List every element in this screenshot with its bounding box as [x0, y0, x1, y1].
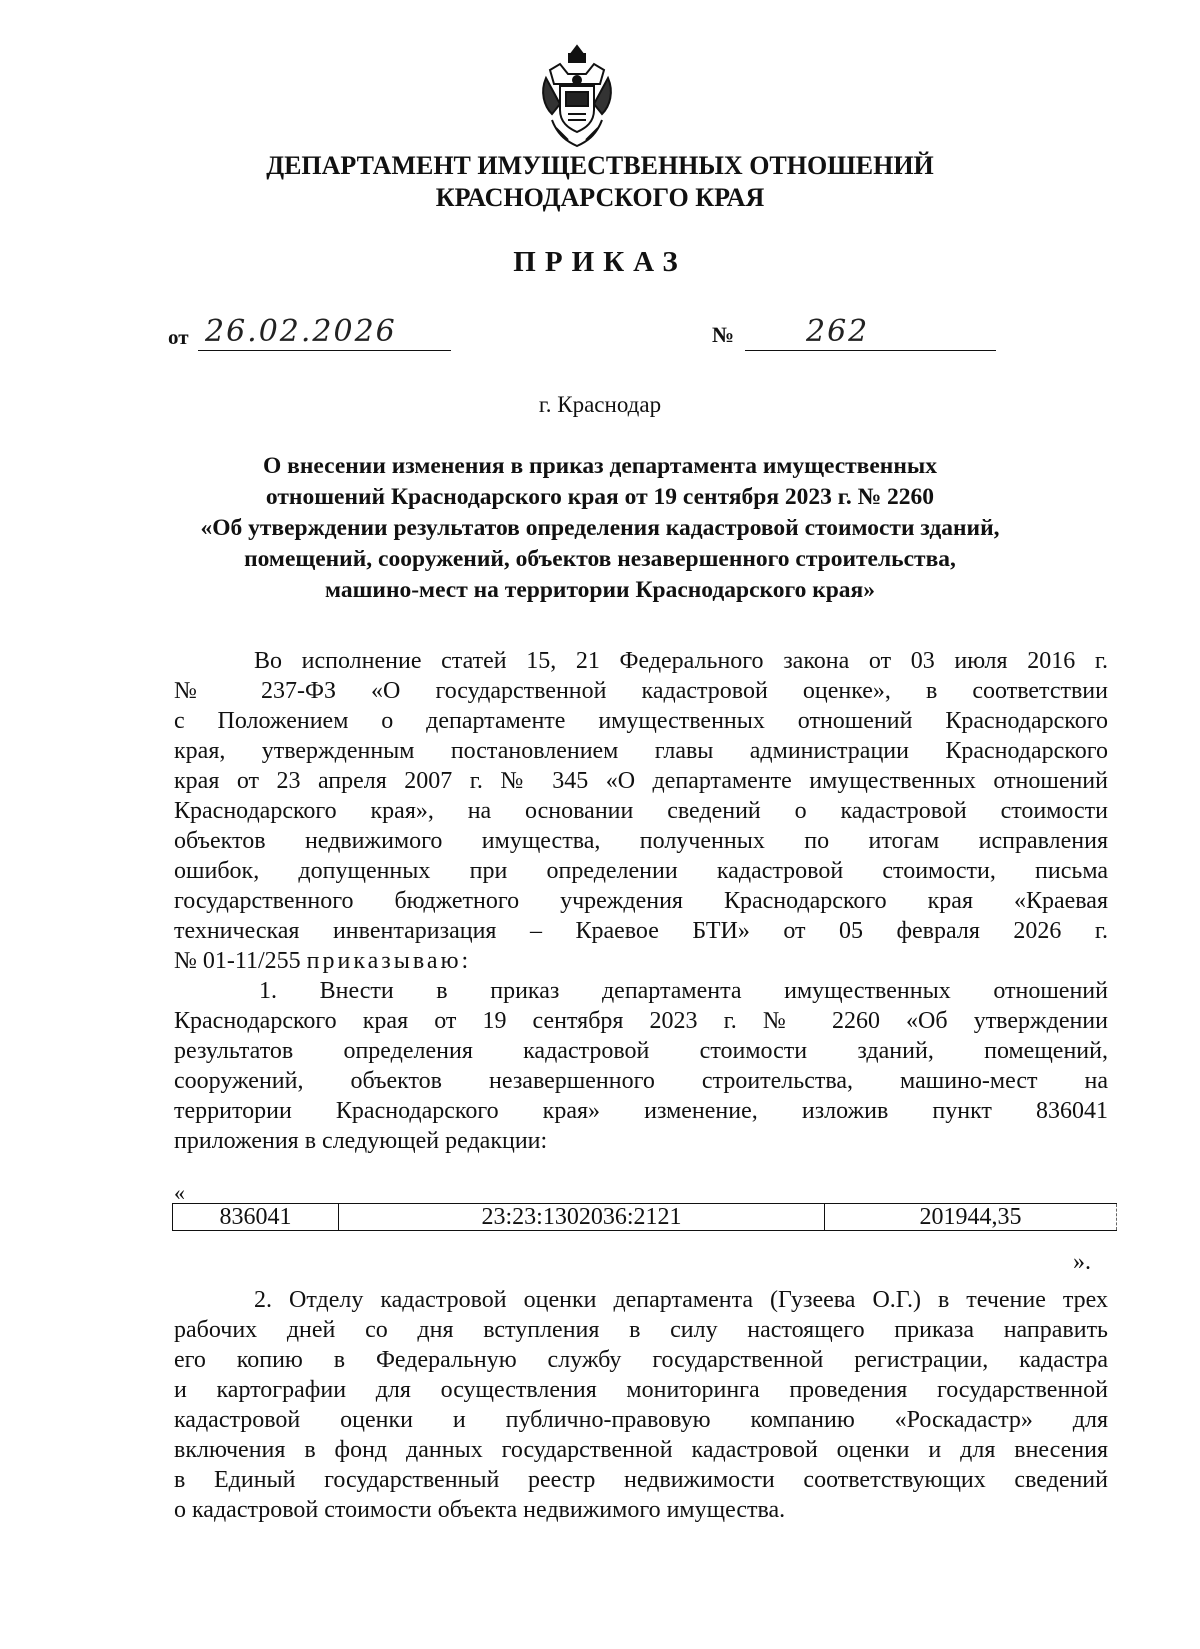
cadastral-number-cell: 23:23:1302036:2121	[339, 1204, 825, 1231]
order-word: приказываю:	[306, 948, 472, 974]
city-name: г. Краснодар	[538, 392, 662, 417]
subject-line: отношений Краснодарского края от 19 сентября 2023 г. № 2260	[265, 484, 935, 510]
item1-line: результатов определения кадастровой стоимости зданий, помещений,	[174, 1038, 1108, 1064]
cadastral-value-cell: 201944,35	[825, 1204, 1117, 1231]
item1-line: сооружений, объектов незавершенного строительства, машино-мест на	[174, 1068, 1108, 1094]
subject-line: О внесении изменения в приказ департамента имущественных	[263, 453, 937, 479]
preamble-line: с Положением о департаменте имущественных отношений Краснодарского	[174, 708, 1108, 734]
handwritten-number: 262	[806, 314, 870, 349]
preamble-line: объектов недвижимого имущества, полученных по итогам исправления	[174, 828, 1108, 854]
date-underline	[198, 350, 451, 351]
date-from-label: от	[168, 325, 189, 349]
amendment-table	[172, 1203, 1117, 1231]
item2-line: и картографии для осуществления мониторинга проведения государственной	[174, 1377, 1108, 1403]
subject-line: машино-мест на территории Краснодарского края»	[324, 577, 876, 603]
handwritten-date: 26.02.2026	[205, 314, 397, 349]
amendment-close-quote: ».	[1073, 1249, 1091, 1275]
preamble-line: края от 23 апреля 2007 г. № 345 «О департаменте имущественных отношений	[174, 768, 1108, 794]
department-name-line1: ДЕПАРТАМЕНТ ИМУЩЕСТВЕННЫХ ОТНОШЕНИЙ	[266, 151, 934, 180]
item-number-cell: 836041	[173, 1204, 339, 1231]
amendment-open-quote: «	[174, 1180, 185, 1205]
preamble-line: техническая инвентаризация – Краевое БТИ» от 05 февраля 2026 г.	[174, 918, 1108, 944]
preamble-line: ошибок, допущенных при определении кадастровой стоимости, письма	[174, 858, 1108, 884]
number-underline	[745, 350, 996, 351]
department-name-line2: КРАСНОДАРСКОГО КРАЯ	[435, 183, 765, 212]
item2-line: кадастровой оценки и публично-правовую компанию «Роскадастр» для	[174, 1407, 1108, 1433]
document-type-title: ПРИКАЗ	[513, 246, 687, 278]
subject-line: помещений, сооружений, объектов незавершенного строительства,	[244, 546, 956, 572]
preamble-line: № 237-ФЗ «О государственной кадастровой оценке», в соответствии	[174, 678, 1108, 704]
preamble-last-line	[174, 946, 1108, 976]
letter-reference: № 01-11/255	[174, 948, 301, 974]
item2-line: рабочих дней со дня вступления в силу настоящего приказа направить	[174, 1317, 1108, 1343]
item1-line: территории Краснодарского края» изменение, изложив пункт 836041	[174, 1098, 1108, 1124]
table-row	[173, 1204, 1117, 1231]
item2-line: 2. Отделу кадастровой оценки департамента (Гузеева О.Г.) в течение трех	[254, 1287, 1108, 1313]
item1-line: 1. Внести в приказ департамента имущественных отношений	[259, 978, 1108, 1004]
item2-line: включения в фонд данных государственной кадастровой оценки и для внесения	[174, 1437, 1108, 1463]
subject-line: «Об утверждении результатов определения кадастровой стоимости зданий,	[200, 515, 1000, 541]
item2-line: в Единый государственный реестр недвижимости соответствующих сведений	[174, 1467, 1108, 1493]
item2-line: его копию в Федеральную службу государственной регистрации, кадастра	[174, 1347, 1108, 1373]
preamble-line: Краснодарского края», на основании сведений о кадастровой стоимости	[174, 798, 1108, 824]
preamble-line: государственного бюджетного учреждения Краснодарского края «Краевая	[174, 888, 1108, 914]
item1-line: приложения в следующей редакции:	[174, 1128, 548, 1154]
coat-of-arms-icon	[538, 44, 616, 150]
item2-line: о кадастровой стоимости объекта недвижимого имущества.	[174, 1497, 786, 1523]
item1-line: Краснодарского края от 19 сентября 2023 г. № 2260 «Об утверждении	[174, 1008, 1108, 1034]
preamble-line: Во исполнение статей 15, 21 Федерального закона от 03 июля 2016 г.	[254, 648, 1108, 674]
preamble-line: края, утвержденным постановлением главы администрации Краснодарского	[174, 738, 1108, 764]
number-label: №	[712, 322, 735, 347]
